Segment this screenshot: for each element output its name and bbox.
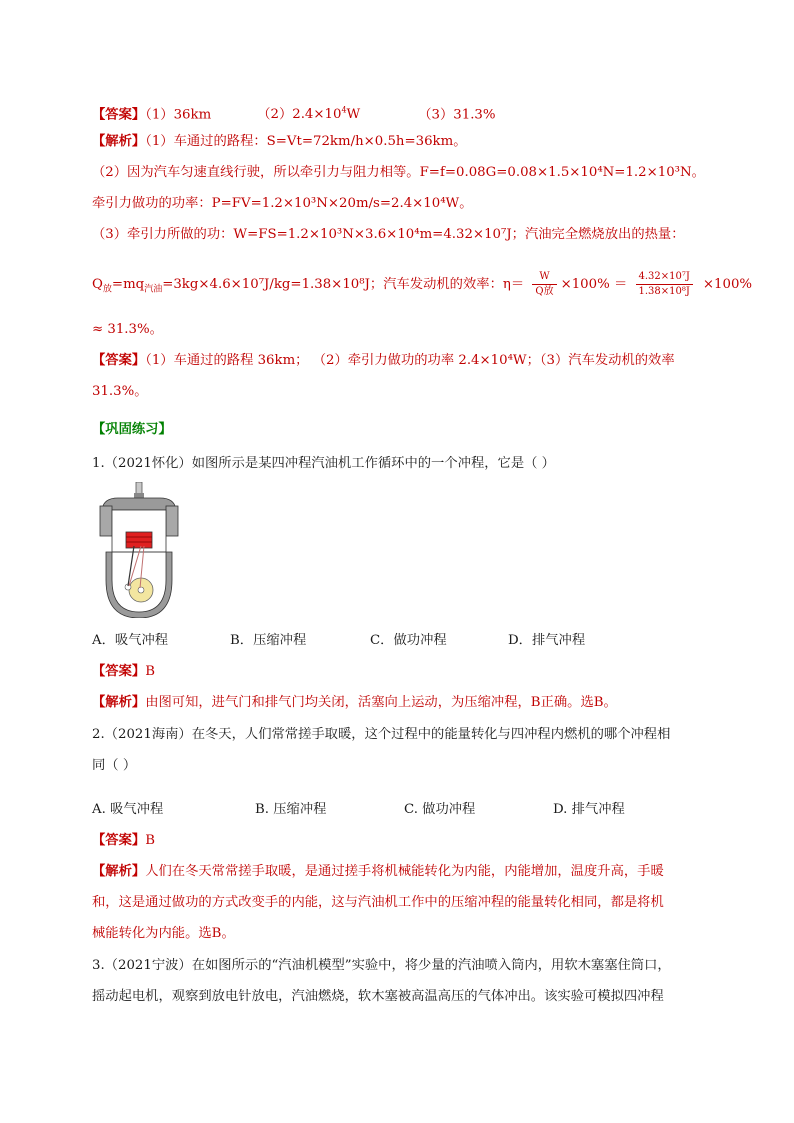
q2-analysis-line-1: 【解析】人们在冬天常常搓手取暖，是通过搓手将机械能转化为内能，内能增加，温度升高，手暖: [92, 864, 664, 879]
question-2-stem-line-2: 同（ ）: [92, 758, 137, 773]
question-1-stem: 1.（2021怀化）如图所示是某四冲程汽油机工作循环中的一个冲程，它是（ ）: [92, 456, 555, 471]
efficiency-fraction-2: $\frac{\text{4.32×10⁷J}}{\text{1.38×10⁸J}}$: [636, 270, 693, 299]
q2-option-b: B. 压缩冲程: [255, 802, 327, 817]
question-2-stem-line-1: 2.（2021海南）在冬天，人们常常搓手取暖，这个过程中的能量转化与四冲程内燃机的哪个冲程相: [92, 727, 671, 742]
answer-summary-line-2: 31.3%。: [92, 384, 148, 399]
q2-analysis-line-3: 械能转化为内能。选B。: [92, 926, 235, 941]
engine-cylinder-figure: [96, 482, 182, 618]
analysis-tag: 【解析】: [92, 134, 146, 149]
question-3-stem-line-2: 摇动起电机，观察到放电针放电，汽油燃烧，软木塞被高温高压的气体冲出。该实验可模拟四冲程: [92, 989, 664, 1004]
analysis-text: （1）车通过的路程：S=Vt=72km/h×0.5h=36km。: [145, 134, 467, 149]
q1-option-d: D．排气冲程: [508, 633, 586, 648]
answer-tag: 【答案】: [92, 107, 146, 123]
q1-option-c: C．做功冲程: [370, 633, 447, 648]
q2-option-d: D. 排气冲程: [553, 802, 625, 817]
analysis-line-1: [92, 133, 467, 151]
q1-answer: 【答案】B: [92, 664, 155, 679]
answer-part-2: $(2)2.4\times 10^4W$: [257, 106, 361, 123]
answer-part-1: （1）36km: [145, 107, 212, 123]
efficiency-fraction-1: $\frac{W}{\text{Q放}}$: [532, 270, 556, 299]
answer-tag: 【答案】: [92, 353, 146, 368]
q1-analysis: 【解析】由图可知，进气门和排气门均关闭，活塞向上运动，为压缩冲程，B正确。选B。: [92, 695, 617, 710]
analysis-line-4: （3）牵引力所做的功：W=FS=1.2×10³N×3.6×10⁴m=4.32×10⁷J；汽油完全燃烧放出的热量：: [92, 227, 685, 242]
section-title: 【巩固练习】: [92, 422, 172, 437]
analysis-line-6: ≈ 31.3%。: [92, 322, 163, 337]
analysis-line-5-formula: $Q_放=mq_{汽油}=3kg\times 4.6\times 10^7J/kg=1.38\times 10^8J$；汽车发动机的效率：η＝ $\frac{W}{\text{Q放}}$ ×100% ＝ $\frac{\text{4.32×10⁷J}}{\text{1.38×10⁸J}}$ ×100%: [92, 271, 753, 297]
answer-line-1: [92, 102, 496, 124]
answer-summary-text: （1）车通过的路程 36km； （2）牵引力做功的功率 2.4×10⁴W；（3）汽车发动机的效率: [145, 353, 675, 368]
q2-analysis-line-2: 和，这是通过做功的方式改变手的内能，这与汽油机工作中的压缩冲程的能量转化相同，都是将机: [92, 895, 664, 910]
answer-summary-line-1: [92, 352, 675, 370]
question-3-stem-line-1: 3.（2021宁波）在如图所示的“汽油机模型”实验中，将少量的汽油喷入筒内，用软木塞塞住筒口，: [92, 958, 671, 973]
q2-option-a: A. 吸气冲程: [92, 802, 164, 817]
q2-answer: 【答案】B: [92, 833, 155, 848]
q1-option-a: A．吸气冲程: [92, 633, 169, 648]
answer-part-3: （3）31.3%: [418, 107, 496, 123]
q1-option-b: B．压缩冲程: [230, 633, 307, 648]
q2-option-c: C. 做功冲程: [404, 802, 476, 817]
analysis-line-2: （2）因为汽车匀速直线行驶，所以牵引力与阻力相等。F=f=0.08G=0.08×1.5×10⁴N=1.2×10³N。: [92, 165, 705, 180]
analysis-line-3: 牵引力做功的功率：P=FV=1.2×10³N×20m/s=2.4×10⁴W。: [92, 196, 473, 211]
